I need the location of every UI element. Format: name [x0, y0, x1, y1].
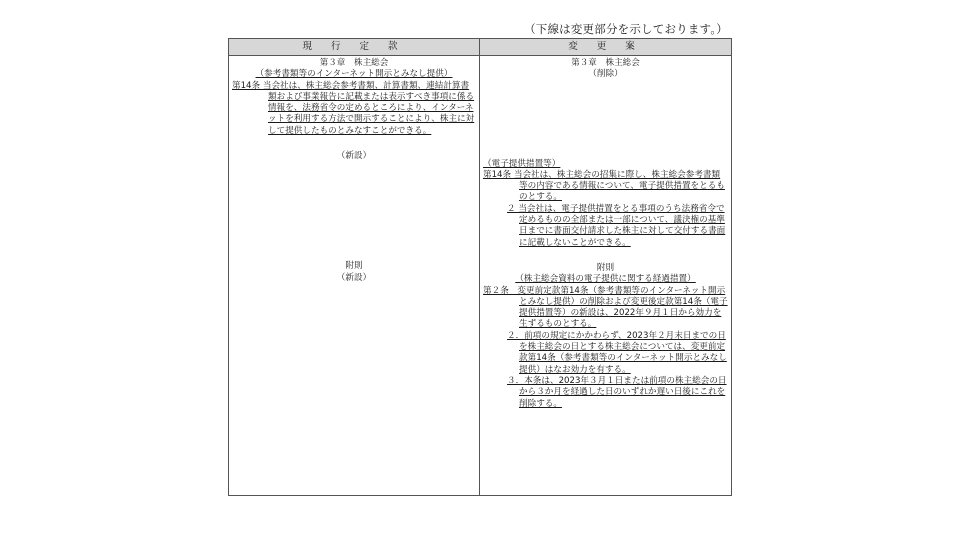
proposed-deleted-mark: （削除）	[588, 69, 623, 80]
proposed-article-14-para-2: ２ 当会社は、電子提供措置をとる事項のうち法務省令で定めるものの全部または一部について、議決権の基準日までに書面交付請求した株主に対して交付する書面に記載しないことができる。	[507, 203, 726, 248]
current-new-placeholder-1: （新設）	[336, 151, 372, 162]
proposed-supplementary-heading: （株主総会資料の電子提供に関する経過措置）	[515, 274, 696, 285]
proposed-supplementary-article-2: 第２条 変更前定款第14条（参考書類等のインターネット開示とみなし提供）の削除および変更後定款第14条（電子提供措置等）の新設は、2022年９月１日から効力を生ずるものとする。	[483, 285, 728, 330]
current-articles-cell	[229, 56, 480, 496]
proposed-chapter-title: 第３章 株主総会	[571, 58, 640, 68]
content-row	[229, 56, 732, 496]
current-articles-header: 現 行 定 款	[229, 39, 480, 56]
proposed-changes-cell	[480, 56, 732, 496]
proposed-article-14: 第14条 当会社は、株主総会の招集に際し、株主総会参考書類等の内容である情報について、電子提供措置をとるものとする。	[483, 169, 725, 203]
proposed-changes-header: 変 更 案	[480, 39, 732, 56]
current-supplementary-title: 附則	[345, 261, 363, 272]
proposed-supplementary-article-2-para-3: ３．本条は、2023年３月１日または前項の株主総会の日から３か月を経過した日のいずれか遅い日後にこれを削除する。	[507, 375, 727, 409]
proposed-article-heading: （電子提供措置等）	[483, 158, 561, 169]
comparison-table	[228, 38, 732, 496]
current-article-heading: （参考書類等のインターネット開示とみなし提供）	[255, 69, 453, 80]
proposed-supplementary-article-2-para-2: ２．前項の規定にかかわらず、2023年２月末日までの日を株主総会の日とする株主総会については、変更前定款第14条（参考書類等のインターネット開示とみなし提供）はなお効力を有する。	[507, 330, 727, 375]
proposed-supplementary-title: 附則	[596, 262, 615, 273]
current-article-14: 第14条 当会社は、株主総会参考書類、計算書類、連結計算書類および事業報告に記載または表示すべき事項に係る情報を、法務省令の定めるところにより、インターネットを利用する方法で開示することにより、株主に対して提供したものとみなすことができる。	[232, 80, 475, 136]
change-note: （下線は変更部分を示しております。）	[524, 22, 728, 36]
header-row	[229, 39, 732, 56]
current-new-placeholder-2: （新設）	[336, 272, 372, 283]
current-chapter-title: 第３章 株主総会	[319, 58, 389, 68]
